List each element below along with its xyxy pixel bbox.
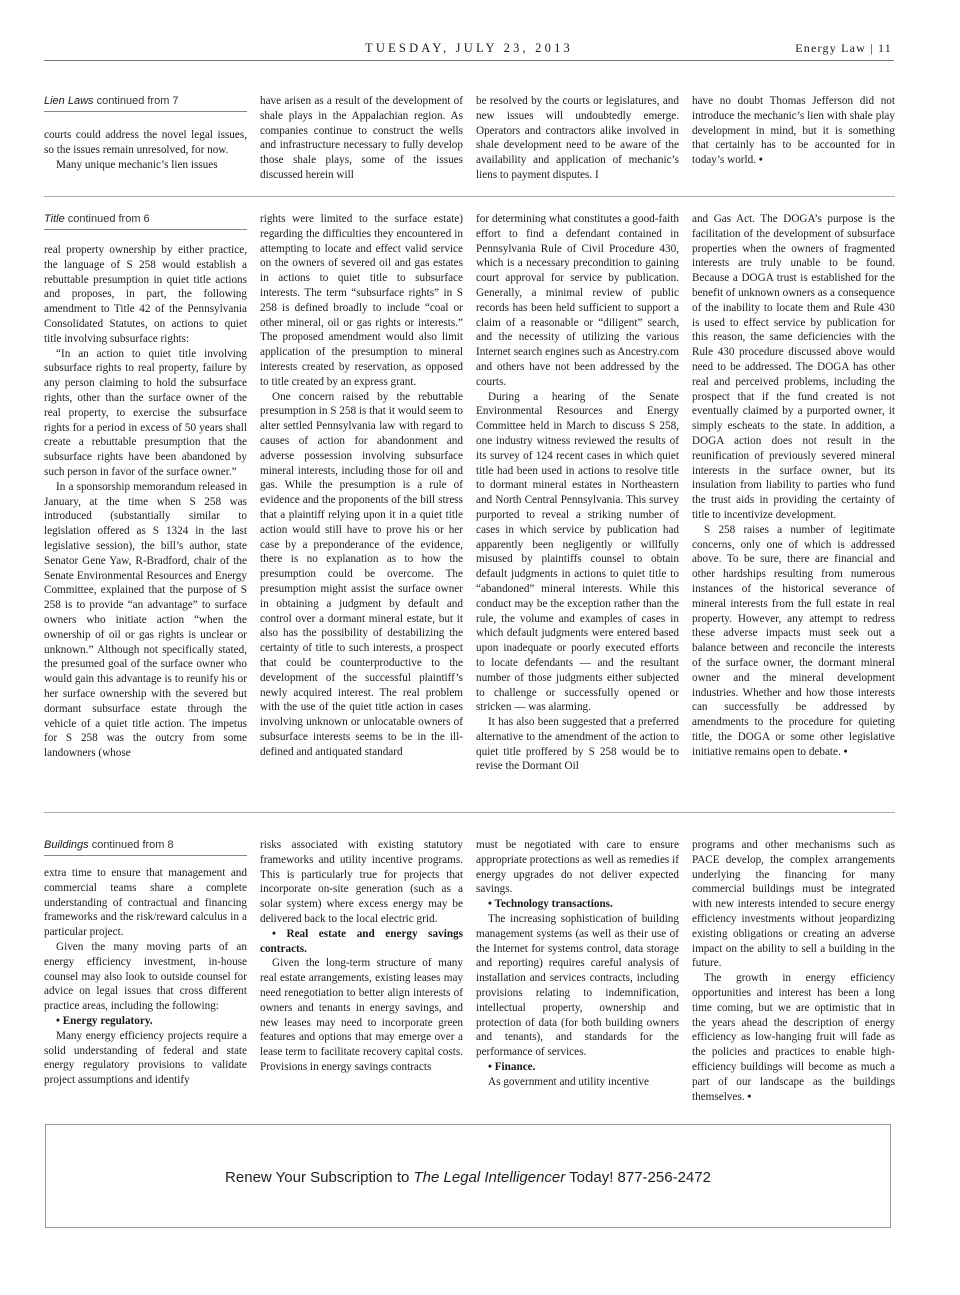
end-mark: •: [843, 745, 848, 758]
buildings-col-4: [692, 838, 895, 1104]
paragraph: It has also been suggested that a preferred alternative to the amendment of the action to quiet title proffered by S 258 would be to revise the Dormant Oil: [476, 716, 679, 773]
lien-col-3: [476, 94, 679, 183]
paragraph: rights were limited to the surface estate) regarding the difficulties they encountered in attempting to locate and effect valid service on the owners of severed oil and gas estates in actions to quiet title to subsurface interests. The term “subsurface rights” in S 258 is defined broadly to include “coal or other mineral, oil or gas rights or interests.” The proposed amendment would also limit application of the presumption to mineral interests created by reservation, as opposed to title created by an express grant.: [260, 213, 463, 388]
title-col-3: [476, 212, 679, 774]
lien-laws-section: [44, 94, 895, 197]
paragraph-text: S 258 raises a number of legitimate concerns, only one of which is addressed above. To be sure, there are financial and other hardships resulting from numerous instances of the historical severance of mineral interests from the full estate in real property. However, any attempt to redress these adverse impacts must seek out a balance between and reconcile the interests of the surface owner, the dormant mineral owner and the mineral development industries. Whether and how those interests can successfully be addressed by amendments to the procedure for quieting title, the DOGA or some other legislative initiative remains open to debate.: [692, 523, 895, 758]
paragraph: [692, 523, 895, 760]
buildings-col-1: [44, 838, 247, 1088]
subscription-ad-text: [46, 1169, 890, 1186]
paragraph: [692, 971, 895, 1104]
subhead: • Finance.: [488, 1060, 536, 1073]
running-header: [44, 38, 894, 61]
title-col-2: [260, 212, 463, 759]
buildings-section: [44, 838, 895, 1110]
jump-title: Buildings: [44, 839, 89, 851]
paragraph: Many energy efficiency projects require a solid understanding of federal and state energy regulatory provisions to validate project assumptions and identify: [44, 1029, 247, 1087]
section-folio: Energy Law | 11: [795, 41, 892, 55]
jump-source: continued from 8: [88, 839, 174, 851]
paragraph: Many unique mechanic’s lien issues: [56, 158, 218, 171]
paragraph: real property ownership by either practice, the language of S 258 would establish a rebuttable presumption in quiet title actions and proposes, in part, the following amendment to Title 42 of the Pennsylvania Consolidated Statutes, on actions to quiet title involving subsurface rights:: [44, 244, 247, 345]
subhead: • Technology transactions.: [488, 898, 613, 911]
paragraph: must be negotiated with care to ensure appropriate protections as well as remedies if energy upgrades do not deliver expected savings.: [476, 839, 679, 896]
paragraph: risks associated with existing statutory frameworks and utility incentive programs. This is particularly true for projects that incorporate on-site generation (such as a solar system) where excess energy may be delivered back to the local electric grid.: [260, 839, 463, 925]
paragraph: During a hearing of the Senate Environmental Resources and Energy Committee held in March to discuss S 258, one industry witness reviewed the results of its survey of 124 recent cases in which quiet title had been used in actions to resolve title to dormant mineral estates in Northeastern and North Central Pennsylvania. This survey purported to reveal a striking number of cases in which service by publication had apparently been negligently or willfully misused by plaintiffs counsel to obtain default judgments in actions to quiet title to “abandoned” mineral interests. While this conduct may be the exception rather than the rule, the volume and examples of cases in which default judgments were entered based upon inadequate or poorly executed efforts to locate defendants — and the resultant number of those judgments either subjected to challenge or successfully opened or stricken — was alarming.: [476, 390, 679, 714]
subhead: • Energy regulatory.: [56, 1014, 153, 1027]
lien-col-4: [692, 94, 895, 168]
jump-header: [44, 212, 247, 230]
paragraph: One concern raised by the rebuttable presumption in S 258 is that it would seem to alter settled Pennsylvania law with regard to causes of action for abandonment and adverse possession involving subsurface mineral interests, including those for oil and gas. While the presumption is a rule of evidence and the proponents of the bill stress that a plaintiff relying upon it in a quiet title action would still have to prove his or her case by a preponderance of the evidence, there is no explanation as to how the presumption could be overcome. The presumption might assist the surface owner in obtaining a judgment by default and control over a dormant mineral estate, but it also has the possibility of destabilizing the certainty of title to such interests, a prospect that could be counterproductive to the development of the successful plaintiff’s newly acquired interest. The real problem with the use of the quiet title action in cases involving unknown or unlocatable owners of subsurface interests seems to be in the ill-defined and antiquated standard: [260, 390, 463, 758]
jump-header: [44, 94, 247, 112]
title-col-1: [44, 212, 247, 761]
paragraph: programs and other mechanisms such as PACE develop, the complex arrangements underlying the financing for many commercial buildings must be integrated with new interests intended to secure energy efficiency investments without jeopardizing existing obligations or creating an adverse impact on the ability to sell a building in the future.: [692, 839, 895, 970]
paragraph: Given the long-term structure of many real estate arrangements, existing leases may need renegotiation to better align interests of owners and tenants in energy savings, and new leases may need to incorporate green features and options that may emerge over a lease term to facilitate recovery capital costs. Provisions in energy savings contracts: [260, 957, 463, 1073]
lien-col-2: [260, 94, 463, 183]
paragraph: The increasing sophistication of building management systems (as well as their use of the Internet for systems control, data storage and reporting) requires careful analysis of installation and services contracts, including provisions relating to indemnification, intellectual property, ownership and protection of data (for both building owners and tenants), and standards for the performance of services.: [476, 912, 679, 1059]
title-col-4: [692, 212, 895, 759]
paragraph: be resolved by the courts or legislatures, and new issues will undoubtedly emerge. Operators and contractors alike involved in shale development need to be aware of the availability and application of mechanic’s liens to payment disputes. I: [476, 95, 679, 181]
lien-col-1: [44, 94, 247, 172]
jump-title: Title: [44, 213, 65, 225]
ad-suffix: Today! 877-256-2472: [565, 1169, 711, 1186]
end-mark: •: [758, 154, 763, 167]
paragraph: Given the many moving parts of an energy efficiency investment, in-house counsel may also look to outside counsel for advice on legal issues that cross different practice areas, including the following:: [44, 940, 247, 1013]
ad-prefix: Renew Your Subscription to: [225, 1169, 414, 1186]
paragraph: As government and utility incentive: [488, 1075, 649, 1088]
title-section: [44, 212, 895, 813]
jump-title: Lien Laws: [44, 95, 94, 107]
jump-header: [44, 838, 247, 856]
paragraph: and Gas Act. The DOGA’s purpose is the facilitation of the development of subsurface properties when the owners of fragmented interests are truly unable to be found. Because a DOGA trust is established for the benefit of unknown owners as a consequence of the inability to locate them and Rule 430 is used to effect service by publication for this reason, the same deficiencies with the Rule 430 procedure discussed above would need to be addressed. The DOGA has other real and perceived problems, including the prospect that if the fund created is not eventually claimed by a purported owner, it simply escheats to the state. In addition, a DOGA action does not result in the reunification of previously severed mineral interests in the surface owner, but its insulation from liability to parties who fund the trust aids in providing the certainty of title to incentivize development.: [692, 213, 895, 521]
end-mark: •: [747, 1090, 752, 1103]
buildings-col-2: [260, 838, 463, 1075]
jump-source: continued from 6: [64, 213, 150, 225]
buildings-col-3: [476, 838, 679, 1090]
paragraph-text: have no doubt Thomas Jefferson did not introduce the mechanic’s lien with shale play development in mind, but it is something that certainly has to be accounted for in today’s world.: [692, 95, 895, 167]
issue-date: TUESDAY, JULY 23, 2013: [365, 41, 573, 55]
paragraph: extra time to ensure that management and commercial teams share a complete understanding of contractual and financing frameworks and the risk/reward calculus in a particular project.: [44, 867, 247, 939]
paragraph-text: The growth in energy efficiency opportunities and interest has been a long time coming, but we are optimistic that in the years ahead the description of energy efficiency as low-hanging fruit will fade as the policies and practices to enable high-efficiency buildings will become as much a part of our landscape as the buildings themselves.: [692, 972, 895, 1103]
paragraph: In a sponsorship memorandum released in January, at the time when S 258 was introduced (substantially similar to legislation offered as S 1324 in the last legislative session), the bill’s author, state Senator Gene Yaw, R-Bradford, chair of the Senate Environmental Resources and Energy Committee, explained that the purpose of S 258 is to provide “an advantage” to surface owners who initiate action “when the ownership of oil or gas rights is unclear or unknown.” Although not specifically stated, the presumed goal of the surface owner who would gain this advantage is to reunify his or her surface ownership with the severed but dormant subsurface estate through the vehicle of a quiet title action. The impetus for S 258 was the outcry from some landowners (whose: [44, 480, 247, 760]
subhead: • Real estate and energy savings contracts.: [260, 927, 463, 955]
subscription-ad[interactable]: [45, 1124, 891, 1228]
paragraph: for determining what constitutes a good-faith effort to find a defendant contained in Pennsylvania Rule of Civil Procedure 430, which is a necessary precondition to gaining court approval for service by publication. Generally, a minimal review of public records has been held sufficient to support a claim of a reasonable or “diligent” search, and the necessity of utilizing the various Internet search engines such as Ancestry.com and others have not been addressed by the courts.: [476, 213, 679, 388]
jump-source: continued from 7: [93, 95, 179, 107]
paragraph: courts could address the novel legal issues, so the issues remain unresolved, for now.: [44, 129, 247, 156]
paragraph: have arisen as a result of the development of shale plays in the Appalachian region. As companies continue to construct the wells and infrastructure necessary to fully develop those shale plays, some of the issues discussed herein will: [260, 95, 463, 181]
quote-paragraph: “In an action to quiet title involving subsurface rights to real property, failure by any person claiming to hold the subsurface rights, other than the surface owner of the real property, to exercise the subsurface rights for a period in excess of 50 years shall create a rebuttable presumption that the subsurface rights have been abandoned by such person in favor of the surface owner.”: [44, 347, 247, 478]
publication-name: The Legal Intelligencer: [413, 1169, 566, 1186]
paragraph: [692, 94, 895, 168]
